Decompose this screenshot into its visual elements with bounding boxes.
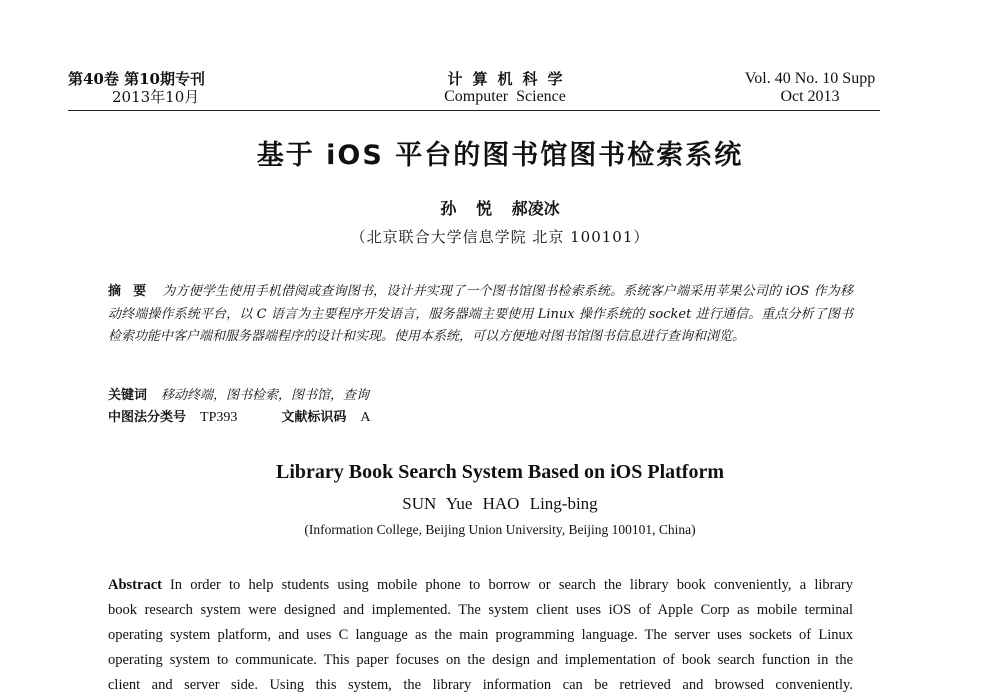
volume-issue: 第40卷 第10期专刊 <box>68 70 205 88</box>
paper-title-cn: 基于 iOS 平台的图书馆图书检索系统 <box>256 140 744 171</box>
affiliation-en: (Information College, Beijing Union University, Beijing 100101, China) <box>304 522 696 537</box>
abstract-cn-text: 为方便学生使用手机借阅或查询图书，设计并实现了一个图书馆图书检索系统。系统客户端采用苹果公司的 iOS 作为移动终端操作系统平台，以 C 语言为主要程序开发语言，服务器端主要使用 Linux 操作系统的 socket 进行通信。重点分析了图书检索功能中客户端和服务器端程序的设计和实现。使用本系统，可以方便地对图书馆图书信息进行查询和浏览。 <box>108 284 853 344</box>
authors-cn: 孙 悦 郝凌冰 <box>440 199 560 218</box>
paper-title-en: Library Book Search System Based on iOS Platform <box>276 461 724 483</box>
volume-issue-en: Vol. 40 No. 10 Supp <box>744 70 876 87</box>
abstract-en <box>108 573 853 698</box>
running-header-vol-en <box>720 70 900 106</box>
clc-value: TP393 <box>200 410 238 425</box>
abstract-en-label: Abstract <box>108 577 162 593</box>
doc-code-value: A <box>360 410 371 425</box>
abstract-en-line-4: operating system to communicate. This paper focuses on the design and implementation of book search function in the <box>108 652 853 668</box>
keywords-cn-label: 关键词 <box>108 388 148 403</box>
issue-date-en: Oct 2013 <box>780 88 840 105</box>
keywords-cn <box>108 386 369 406</box>
clc-label: 中图法分类号 <box>108 410 187 425</box>
running-header-volume <box>68 70 205 106</box>
keywords-cn-value: 移动终端，图书检索，图书馆，查询 <box>161 388 370 403</box>
abstract-cn-label: 摘要 <box>108 284 159 299</box>
abstract-en-line-3: operating system platform, and uses C language as the main programming language. The server uses sockets of Linux <box>108 627 853 643</box>
doc-code-label: 文献标识码 <box>281 410 347 425</box>
classification-row <box>108 408 415 428</box>
issue-date-cn: 2013年10月 <box>112 88 200 106</box>
running-header-journal <box>380 70 630 106</box>
abstract-cn <box>108 281 853 349</box>
abstract-en-line-1 <box>108 573 853 598</box>
journal-name-en: Computer Science <box>444 88 566 105</box>
abstract-en-line-2: book research system were designed and implemented. The system client uses iOS of Apple Corp as mobile terminal <box>108 602 853 618</box>
header-rule-divider <box>68 110 880 111</box>
authors-en: SUN Yue HAO Ling-bing <box>402 494 598 513</box>
abstract-en-line-5: client and server side. Using this system, the library information can be retrieved and browsed conveniently. <box>108 677 853 693</box>
journal-name-cn: 计算机科学 <box>447 70 573 88</box>
affiliation-cn: （北京联合大学信息学院 北京 100101） <box>350 228 650 246</box>
abstract-en-text: In order to help students using mobile phone to borrow or search the library book conveniently, a library <box>169 577 853 593</box>
